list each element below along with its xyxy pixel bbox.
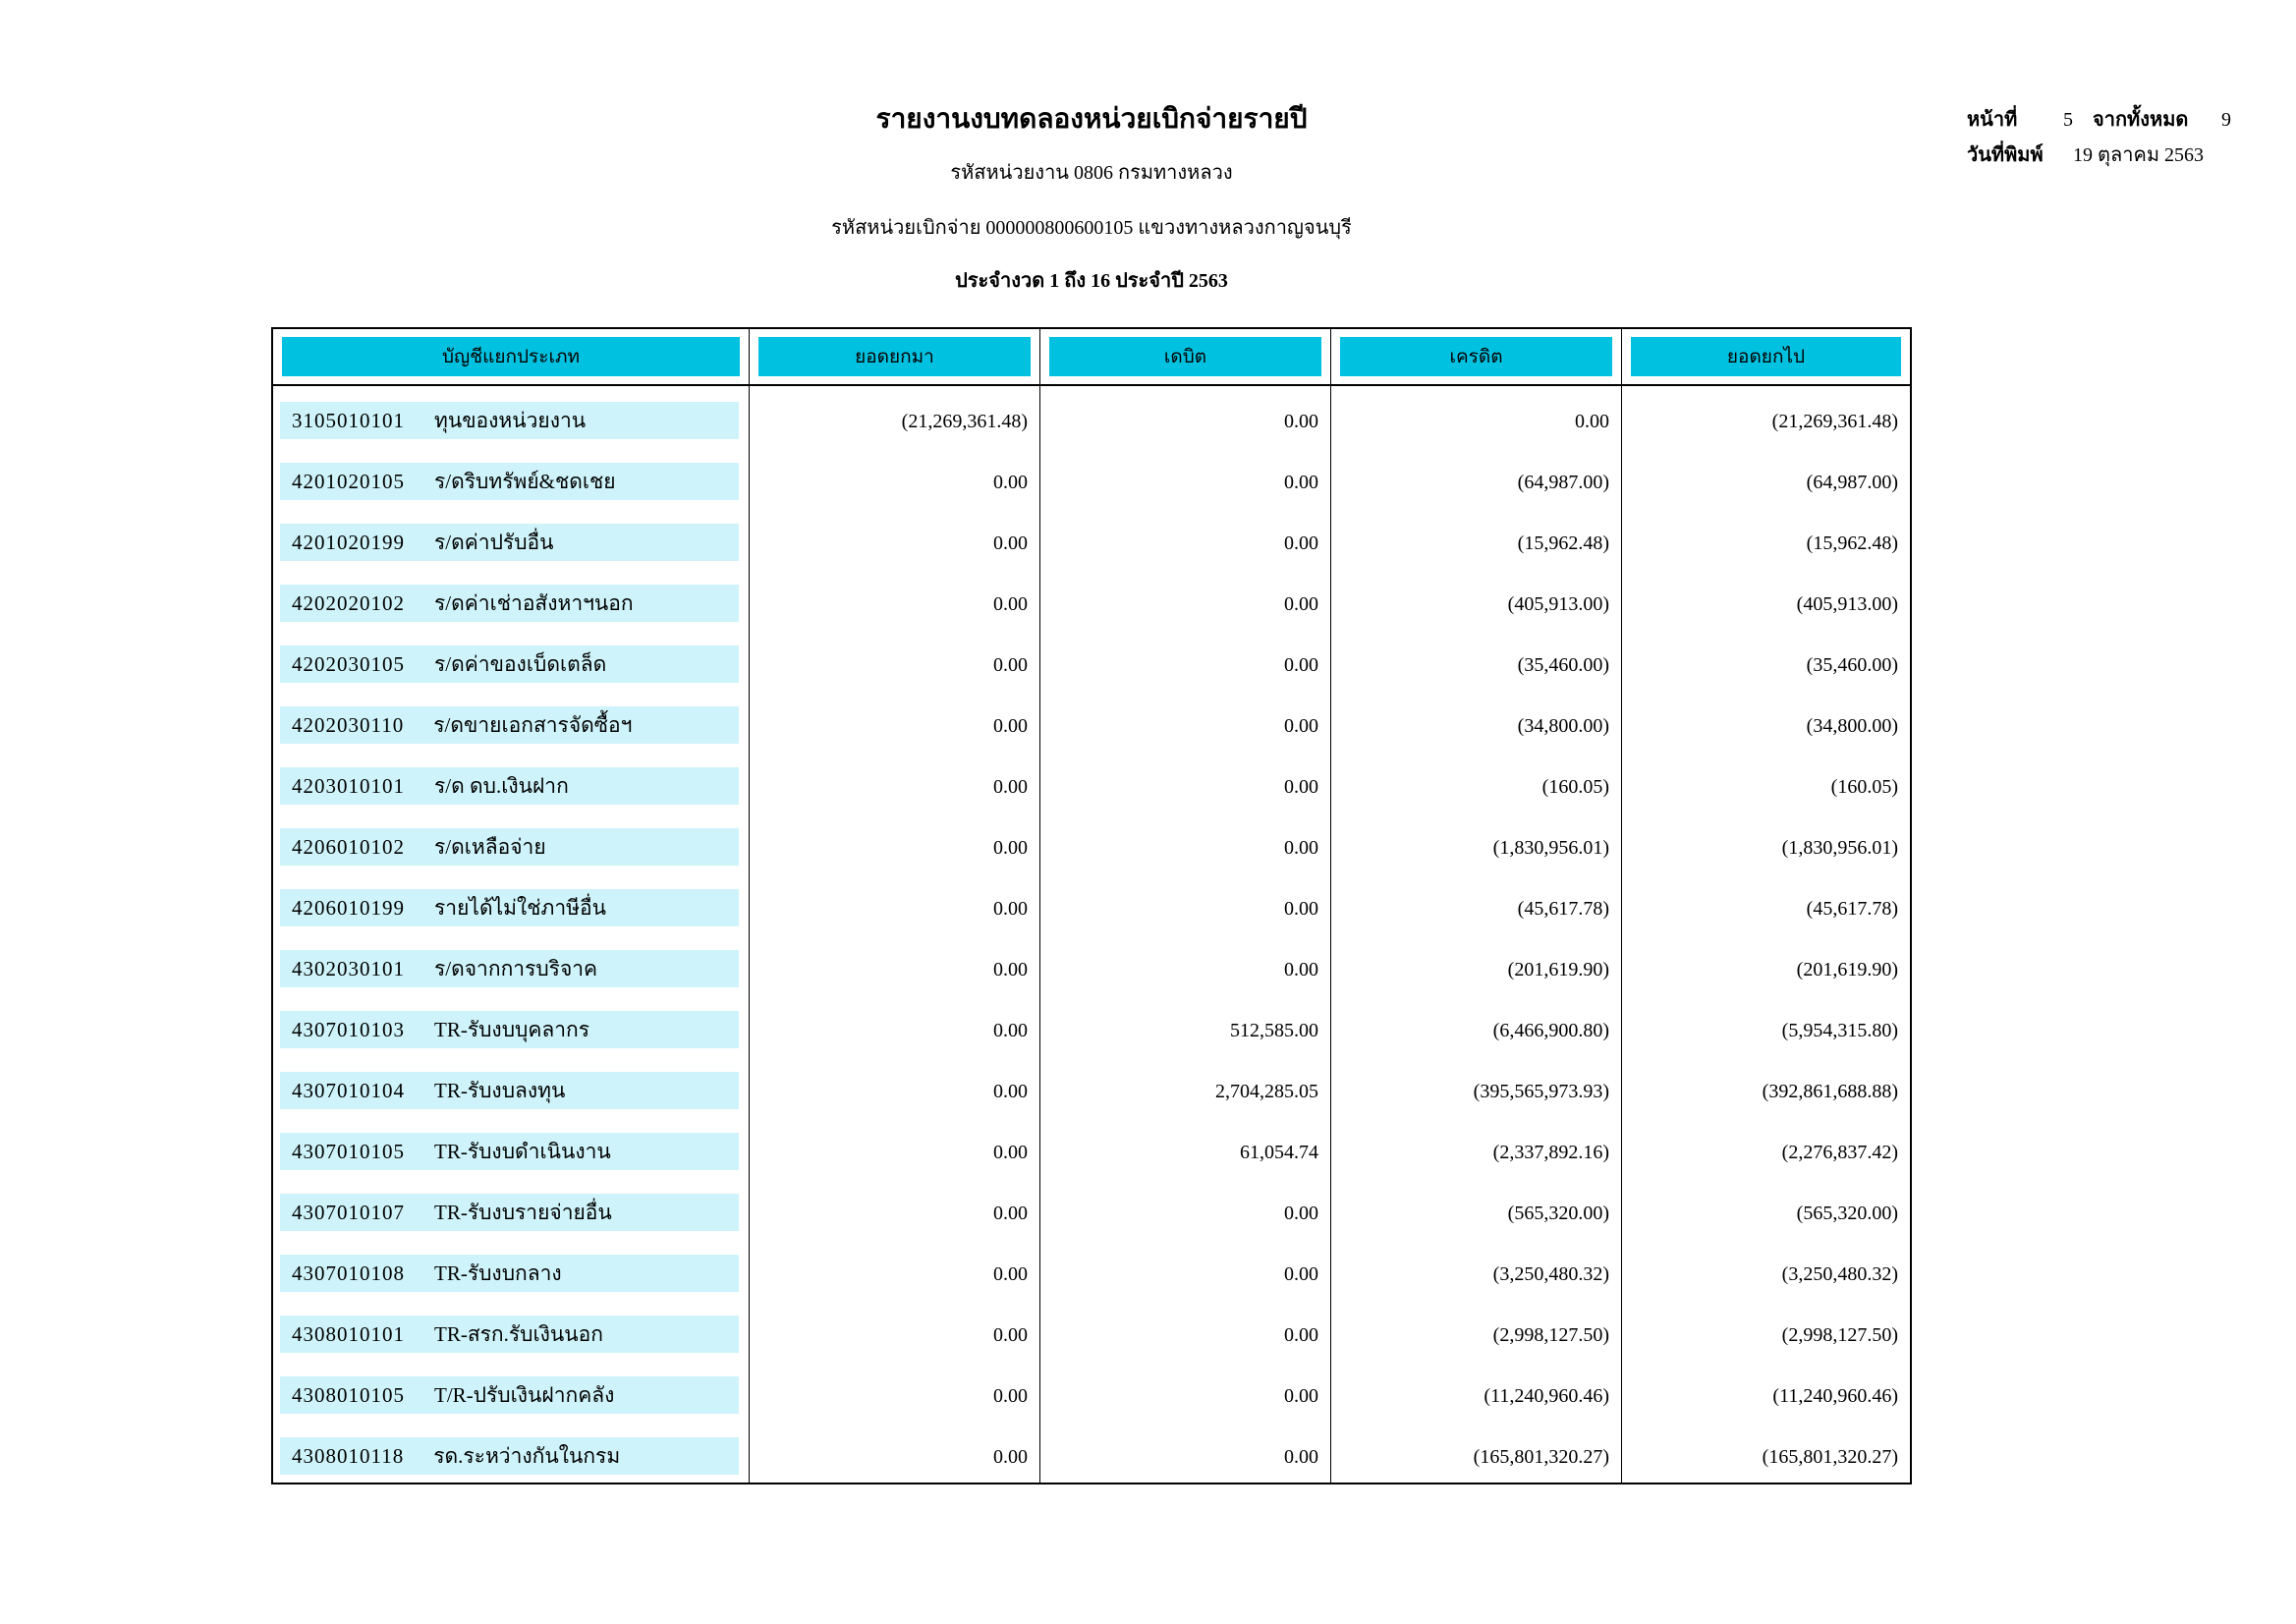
account-band — [280, 1376, 739, 1414]
trial-balance-table — [271, 327, 1912, 1484]
account-band — [280, 1437, 739, 1475]
account-name: ร/ดขายเอกสารจัดซื้อฯ — [433, 712, 633, 737]
account-cell — [273, 812, 749, 873]
account-code: 4307010103 — [292, 1017, 405, 1041]
brought-forward-value: 0.00 — [749, 812, 1039, 873]
column-header-brought-forward: ยอดยกมา — [749, 329, 1039, 384]
credit-value: (405,913.00) — [1330, 569, 1621, 630]
table-row — [273, 934, 1910, 995]
credit-value: (160.05) — [1330, 752, 1621, 812]
column-header-debit: เดบิต — [1039, 329, 1330, 384]
account-code: 4308010118 — [292, 1443, 405, 1468]
brought-forward-value: 0.00 — [749, 752, 1039, 812]
account-cell — [273, 447, 749, 508]
credit-value: (395,565,973.93) — [1330, 1056, 1621, 1117]
credit-value: (2,998,127.50) — [1330, 1300, 1621, 1361]
account-band — [280, 1194, 739, 1231]
account-code: 4308010105 — [292, 1382, 405, 1407]
account-name: รด.ระหว่างกันในกรม — [433, 1443, 621, 1468]
brought-forward-value: 0.00 — [749, 1056, 1039, 1117]
table-row — [273, 1422, 1910, 1483]
account-code: 4202030110 — [292, 712, 405, 737]
table-header-row — [273, 329, 1910, 386]
table-row — [273, 752, 1910, 812]
brought-forward-value: 0.00 — [749, 1178, 1039, 1239]
table-row — [273, 873, 1910, 934]
brought-forward-value: 0.00 — [749, 1300, 1039, 1361]
debit-value: 0.00 — [1039, 569, 1330, 630]
account-cell — [273, 995, 749, 1056]
credit-value: (201,619.90) — [1330, 934, 1621, 995]
total-pages: 9 — [2221, 109, 2231, 131]
carried-forward-value: (3,250,480.32) — [1621, 1239, 1910, 1300]
carried-forward-value: (11,240,960.46) — [1621, 1361, 1910, 1422]
credit-value: (45,617.78) — [1330, 873, 1621, 934]
account-name: รายได้ไม่ใช่ภาษีอื่น — [434, 895, 606, 920]
brought-forward-value: 0.00 — [749, 447, 1039, 508]
total-pages-label: จากทั้งหมด — [2093, 109, 2189, 131]
table-row — [273, 630, 1910, 691]
page-title: รายงานงบทดลองหน่วยเบิกจ่ายรายปี — [875, 104, 1308, 135]
table-row — [273, 1239, 1910, 1300]
carried-forward-value: (64,987.00) — [1621, 447, 1910, 508]
brought-forward-value: 0.00 — [749, 1117, 1039, 1178]
account-cell — [273, 630, 749, 691]
account-code: 4307010108 — [292, 1260, 405, 1285]
carried-forward-value: (34,800.00) — [1621, 691, 1910, 752]
brought-forward-value: 0.00 — [749, 873, 1039, 934]
debit-value: 512,585.00 — [1039, 995, 1330, 1056]
account-cell — [273, 873, 749, 934]
page-label: หน้าที่ — [1967, 109, 2018, 131]
debit-value: 0.00 — [1039, 1239, 1330, 1300]
brought-forward-value: (21,269,361.48) — [749, 386, 1039, 447]
debit-value: 0.00 — [1039, 812, 1330, 873]
table-row — [273, 1361, 1910, 1422]
debit-value: 0.00 — [1039, 934, 1330, 995]
column-header-carried-forward: ยอดยกไป — [1621, 329, 1910, 384]
account-band — [280, 1011, 739, 1048]
credit-value: (165,801,320.27) — [1330, 1422, 1621, 1483]
debit-value: 0.00 — [1039, 630, 1330, 691]
debit-value: 0.00 — [1039, 1300, 1330, 1361]
account-band — [280, 889, 739, 926]
credit-value: (1,830,956.01) — [1330, 812, 1621, 873]
disbursing-unit-line: รหัสหน่วยเบิกจ่าย 000000800600105 แขวงทางหลวงกาญจนบุรี — [831, 217, 1352, 239]
debit-value: 0.00 — [1039, 447, 1330, 508]
account-code: 4307010107 — [292, 1200, 405, 1224]
account-code: 4201020199 — [292, 530, 405, 554]
account-code: 4202020102 — [292, 590, 405, 615]
account-name: ร/ดเหลือจ่าย — [434, 834, 546, 859]
carried-forward-value: (392,861,688.88) — [1621, 1056, 1910, 1117]
account-code: 4206010199 — [292, 895, 405, 920]
debit-value: 0.00 — [1039, 1178, 1330, 1239]
account-cell — [273, 1239, 749, 1300]
account-cell — [273, 1422, 749, 1483]
account-band — [280, 828, 739, 866]
period-line: ประจำงวด 1 ถึง 16 ประจำปี 2563 — [955, 270, 1228, 292]
credit-value: (565,320.00) — [1330, 1178, 1621, 1239]
table-body — [273, 386, 1910, 1483]
account-cell — [273, 508, 749, 569]
account-cell — [273, 1361, 749, 1422]
brought-forward-value: 0.00 — [749, 1422, 1039, 1483]
debit-value: 0.00 — [1039, 1361, 1330, 1422]
brought-forward-value: 0.00 — [749, 691, 1039, 752]
print-date-row — [1967, 145, 2250, 165]
credit-value: (3,250,480.32) — [1330, 1239, 1621, 1300]
carried-forward-value: (160.05) — [1621, 752, 1910, 812]
brought-forward-value: 0.00 — [749, 569, 1039, 630]
account-cell — [273, 569, 749, 630]
account-code: 4308010101 — [292, 1321, 405, 1346]
account-code: 4202030105 — [292, 651, 405, 676]
brought-forward-value: 0.00 — [749, 508, 1039, 569]
account-cell — [273, 1300, 749, 1361]
brought-forward-value: 0.00 — [749, 934, 1039, 995]
account-name: TR-รับงบบุคลากร — [434, 1017, 590, 1041]
account-cell — [273, 934, 749, 995]
account-cell — [273, 691, 749, 752]
account-band — [280, 706, 739, 744]
account-code: 4206010102 — [292, 834, 405, 859]
debit-value: 0.00 — [1039, 1422, 1330, 1483]
brought-forward-value: 0.00 — [749, 1361, 1039, 1422]
table-row — [273, 995, 1910, 1056]
account-cell — [273, 1117, 749, 1178]
account-name: TR-รับงบกลาง — [434, 1260, 562, 1285]
carried-forward-value: (21,269,361.48) — [1621, 386, 1910, 447]
debit-value: 61,054.74 — [1039, 1117, 1330, 1178]
report-header — [271, 106, 1912, 291]
table-row — [273, 691, 1910, 752]
account-name: ร/ดริบทรัพย์&ชดเชย — [434, 469, 616, 493]
table-row — [273, 1056, 1910, 1117]
account-band — [280, 767, 739, 805]
account-band — [280, 463, 739, 500]
account-cell — [273, 1056, 749, 1117]
debit-value: 0.00 — [1039, 386, 1330, 447]
brought-forward-value: 0.00 — [749, 630, 1039, 691]
account-name: ร/ด ดบ.เงินฝาก — [434, 773, 569, 798]
debit-value: 0.00 — [1039, 752, 1330, 812]
debit-value: 0.00 — [1039, 508, 1330, 569]
account-name: ร/ดค่าเช่าอสังหาฯนอก — [434, 590, 634, 615]
carried-forward-value: (405,913.00) — [1621, 569, 1910, 630]
table-row — [273, 386, 1910, 447]
debit-value: 0.00 — [1039, 873, 1330, 934]
account-cell — [273, 752, 749, 812]
carried-forward-value: (2,276,837.42) — [1621, 1117, 1910, 1178]
account-band — [280, 950, 739, 987]
account-band — [280, 1133, 739, 1170]
page-number-row — [1967, 110, 2250, 130]
account-name: TR-รับงบลงทุน — [434, 1078, 566, 1102]
table-row — [273, 508, 1910, 569]
table-row — [273, 812, 1910, 873]
account-name: TR-รับงบรายจ่ายอื่น — [434, 1200, 612, 1224]
column-header-account: บัญชีแยกประเภท — [273, 329, 749, 384]
table-row — [273, 569, 1910, 630]
account-band — [280, 1316, 739, 1353]
credit-value: (64,987.00) — [1330, 447, 1621, 508]
credit-value: (34,800.00) — [1330, 691, 1621, 752]
table-row — [273, 447, 1910, 508]
credit-value: (6,466,900.80) — [1330, 995, 1621, 1056]
credit-value: (15,962.48) — [1330, 508, 1621, 569]
account-name: ทุนของหน่วยงาน — [434, 408, 587, 432]
table-row — [273, 1300, 1910, 1361]
print-date: 19 ตุลาคม 2563 — [2073, 144, 2205, 166]
account-band — [280, 645, 739, 683]
table-row — [273, 1117, 1910, 1178]
credit-value: (2,337,892.16) — [1330, 1117, 1621, 1178]
carried-forward-value: (565,320.00) — [1621, 1178, 1910, 1239]
page-info — [1967, 110, 2250, 181]
account-band — [280, 524, 739, 561]
carried-forward-value: (35,460.00) — [1621, 630, 1910, 691]
credit-value: (35,460.00) — [1330, 630, 1621, 691]
carried-forward-value: (201,619.90) — [1621, 934, 1910, 995]
account-name: T/R-ปรับเงินฝากคลัง — [434, 1382, 615, 1407]
account-band — [280, 585, 739, 622]
account-code: 4307010104 — [292, 1078, 405, 1102]
account-cell — [273, 386, 749, 447]
account-band — [280, 402, 739, 439]
account-code: 4302030101 — [292, 956, 405, 980]
account-name: TR-สรก.รับเงินนอก — [434, 1321, 603, 1346]
brought-forward-value: 0.00 — [749, 995, 1039, 1056]
account-code: 4201020105 — [292, 469, 405, 493]
print-date-label: วันที่พิมพ์ — [1967, 144, 2044, 166]
table-row — [273, 1178, 1910, 1239]
carried-forward-value: (45,617.78) — [1621, 873, 1910, 934]
carried-forward-value: (1,830,956.01) — [1621, 812, 1910, 873]
credit-value: (11,240,960.46) — [1330, 1361, 1621, 1422]
page-number: 5 — [2063, 109, 2073, 131]
debit-value: 2,704,285.05 — [1039, 1056, 1330, 1117]
credit-value: 0.00 — [1330, 386, 1621, 447]
carried-forward-value: (5,954,315.80) — [1621, 995, 1910, 1056]
account-name: ร/ดค่าปรับอื่น — [434, 530, 554, 554]
column-header-credit: เครดิต — [1330, 329, 1621, 384]
account-band — [280, 1255, 739, 1292]
carried-forward-value: (15,962.48) — [1621, 508, 1910, 569]
agency-code-line: รหัสหน่วยงาน 0806 กรมทางหลวง — [950, 162, 1233, 184]
account-code: 4307010105 — [292, 1139, 405, 1163]
account-cell — [273, 1178, 749, 1239]
brought-forward-value: 0.00 — [749, 1239, 1039, 1300]
account-name: ร/ดค่าของเบ็ดเตล็ด — [434, 651, 607, 676]
account-code: 3105010101 — [292, 408, 405, 432]
debit-value: 0.00 — [1039, 691, 1330, 752]
carried-forward-value: (165,801,320.27) — [1621, 1422, 1910, 1483]
account-code: 4203010101 — [292, 773, 405, 798]
carried-forward-value: (2,998,127.50) — [1621, 1300, 1910, 1361]
account-name: ร/ดจากการบริจาค — [434, 956, 598, 980]
account-band — [280, 1072, 739, 1109]
account-name: TR-รับงบดำเนินงาน — [434, 1139, 611, 1163]
